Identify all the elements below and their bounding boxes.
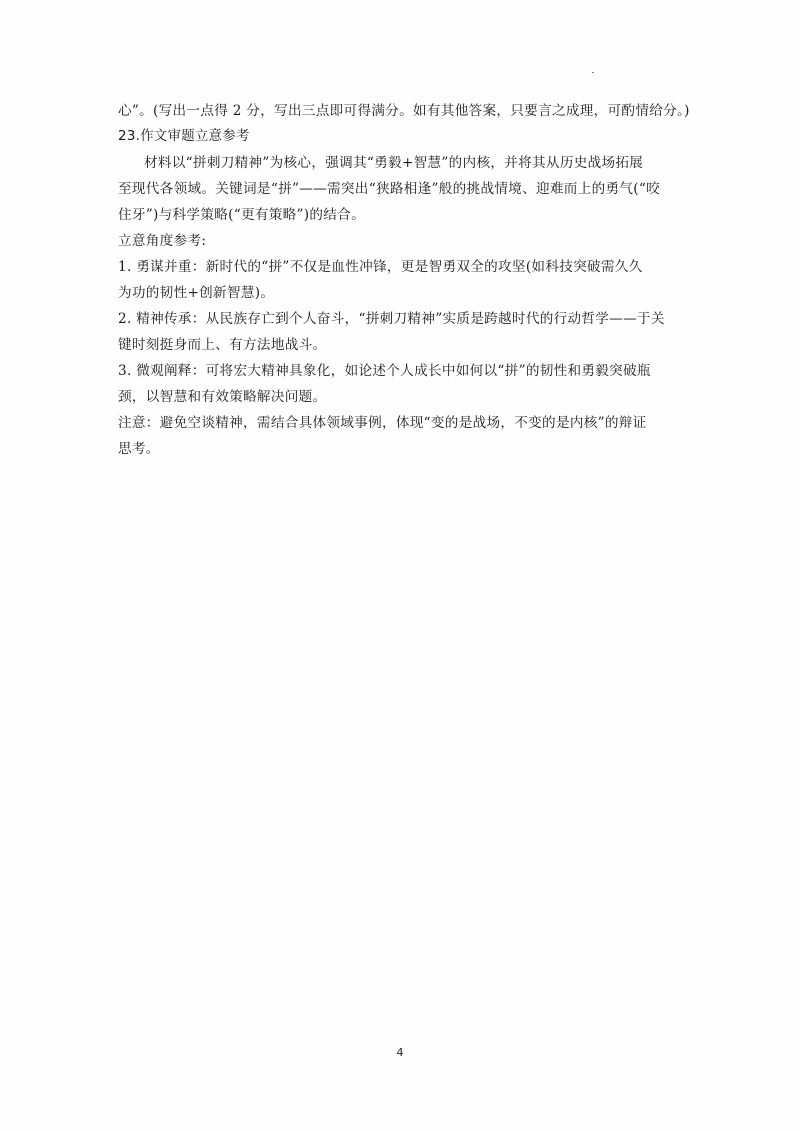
angle-1-line-1: 1. 勇谋并重：新时代的“拼”不仅是血性冲锋，更是智勇双全的攻坚(如科技突破需久久 [118,259,643,275]
prev-answer-tail: 心”。(写出一点得 2 分，写出三点即可得满分。如有其他答案，只要言之成理，可酌情给分。) [118,103,690,119]
material-summary-line-2: 至现代各领域。关键词是“拼”——需突出“狭路相逢”般的挑战情境、迎难而上的勇气(“咬 [118,181,661,197]
angle-2-line-1: 2. 精神传承：从民族存亡到个人奋斗，“拼刺刀精神”实质是跨越时代的行动哲学——于关 [118,311,665,327]
material-summary-line-3: 住牙”)与科学策略(“更有策略”)的结合。 [118,207,365,223]
angles-heading: 立意角度参考: [118,233,207,249]
angle-2-line-2: 键时刻挺身而上、有方法地战斗。 [118,337,327,353]
note-line-1: 注意：避免空谈精神，需结合具体领域事例，体现“变的是战场，不变的是内核”的辩证 [118,415,647,431]
section-heading-23: 23.作文审题立意参考 [118,129,250,144]
page-number: 4 [396,1046,404,1059]
angle-3-line-1: 3. 微观阐释：可将宏大精神具象化，如论述个人成长中如何以“拼”的韧性和勇毅突破瓶 [118,363,651,379]
note-line-2: 思考。 [118,441,160,457]
angle-1-line-2: 为功的韧性+创新智慧)。 [118,285,275,301]
answer-key-text [118,98,698,462]
angle-3-line-2: 颈，以智慧和有效策略解决问题。 [118,389,327,405]
scan-speck [592,72,594,73]
material-summary-line-1: 材料以“拼刺刀精神”为核心，强调其“勇毅+智慧”的内核，并将其从历史战场拓展 [144,155,644,171]
